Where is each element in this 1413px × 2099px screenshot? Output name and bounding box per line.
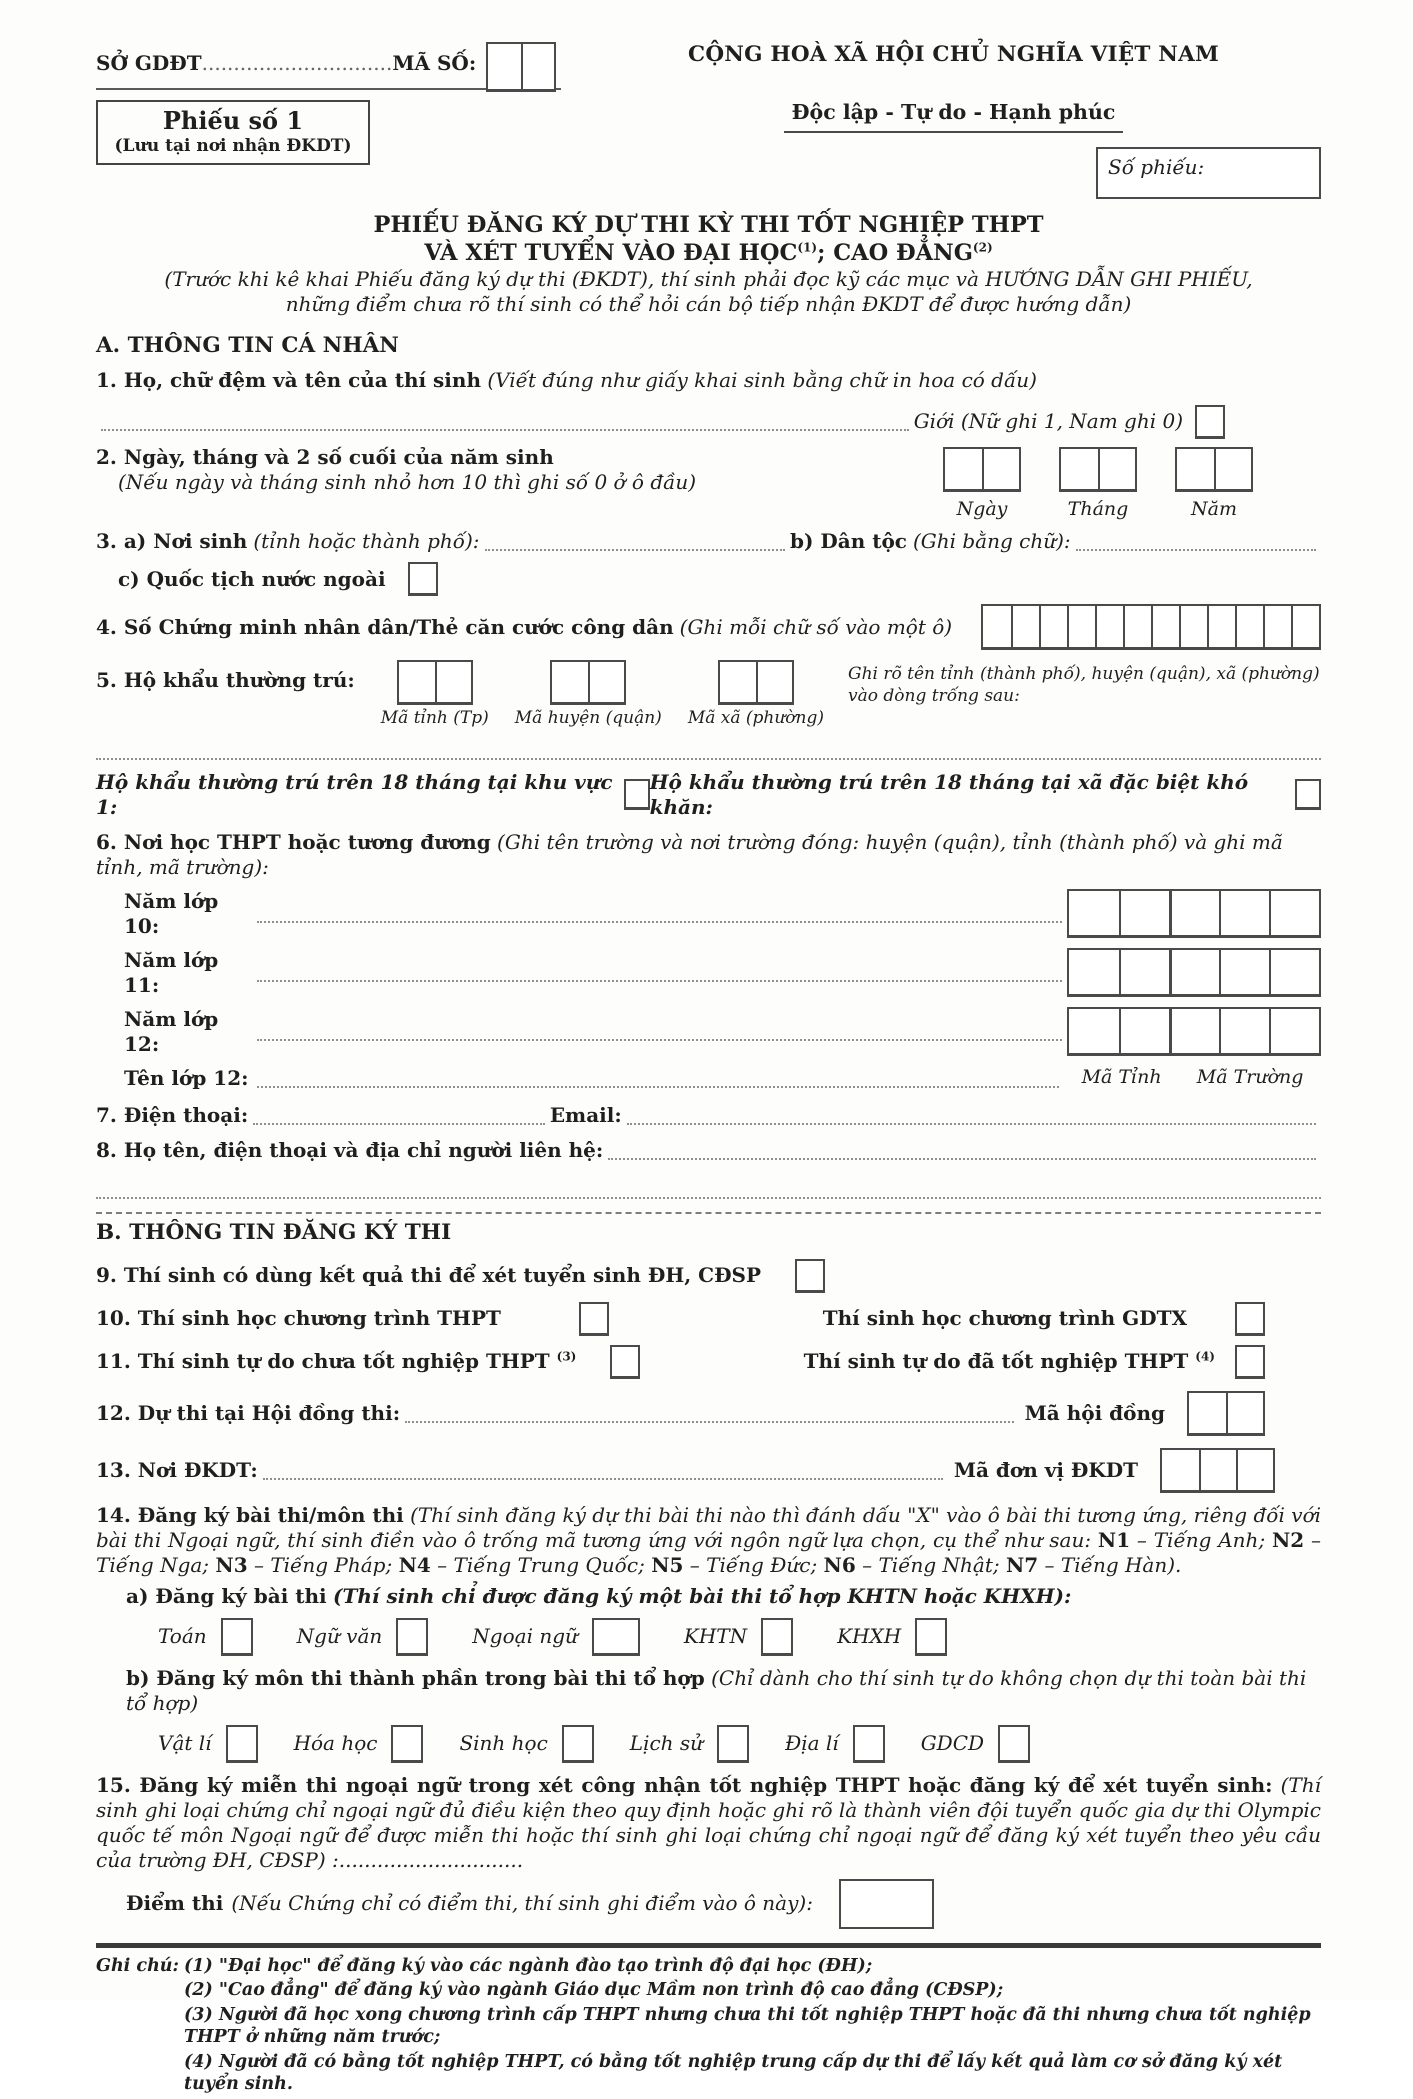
item11-right-label: Thí sinh tự do đã tốt nghiệp THPT $^{(4)}$	[803, 1349, 1215, 1373]
digit-cell[interactable]	[1219, 1009, 1269, 1053]
item11-row	[96, 1345, 1321, 1379]
item7	[96, 1103, 1321, 1128]
digit-cell[interactable]	[1214, 449, 1251, 489]
sheet-number-badge	[96, 100, 370, 165]
council-input-line[interactable]	[405, 1404, 1014, 1423]
toan-checkbox[interactable]	[221, 1618, 253, 1656]
digit-cell[interactable]	[1189, 1393, 1226, 1433]
digit-cell[interactable]	[1119, 1009, 1169, 1053]
footnote-ref-4: (4)	[1195, 1349, 1215, 1364]
council-code-box[interactable]	[1187, 1391, 1265, 1436]
hardship-checkbox[interactable]	[1295, 779, 1321, 810]
item14-note: (Thí sinh đăng ký dự thi bài thi nào thì đánh dấu "X" vào ô bài thi tương ứng, riêng đối với bài thi Ngoại ngữ, thí sinh điền vào ô trống mã tương ứng với ngôn ngữ lựa chọn, cụ thể như sau: N1 – Tiếng Anh; N2 – Tiếng Nga; N3 – Tiếng Pháp; N4 – Tiếng Trung Quốc; N5 – Tiếng Đức; N6 – Tiếng Nhật; N7 – Tiếng Hàn).	[96, 1502, 1322, 1577]
item6-label: 6. Nơi học THPT hoặc tương đương	[96, 829, 491, 854]
item12-row	[96, 1391, 1321, 1436]
item15-paragraph	[96, 1773, 1321, 1873]
subject-lich-su: Lịch sử	[630, 1725, 749, 1763]
grade10-row	[96, 889, 1321, 939]
item10-left-label: 10. Thí sinh học chương trình THPT	[96, 1306, 501, 1330]
digit-cell[interactable]	[945, 449, 982, 489]
gender-checkbox[interactable]	[1195, 405, 1225, 439]
digit-cell[interactable]	[1177, 449, 1214, 489]
digit-cell[interactable]	[1119, 891, 1169, 935]
foreign-nationality-checkbox[interactable]	[408, 562, 438, 596]
item14a	[126, 1584, 1321, 1609]
footnote-ref-1: (1)	[797, 240, 818, 255]
subject-gdcd: GDCD	[921, 1725, 1030, 1763]
province-code-label: Mã tỉnh (Tp)	[380, 708, 489, 729]
item3b-label: b) Dân tộc	[789, 529, 907, 554]
item3a-label: 3. a) Nơi sinh	[96, 529, 248, 554]
item15-label: 15. Đăng ký miễn thi ngoại ngữ trong xét công nhận tốt nghiệp THPT hoặc đăng ký để xét tuyển sinh:	[96, 1772, 1273, 1797]
item6	[96, 830, 1321, 1091]
digit-cell[interactable]	[1269, 891, 1319, 935]
doe-dotted-line[interactable]: ..............................	[201, 50, 393, 75]
grade11-label: Năm lớp 11:	[124, 947, 219, 997]
footnote-1: (1) "Đại học" để đăng ký vào các ngành đào tạo trình độ đại học (ĐH);	[184, 1955, 873, 1976]
grade10-input-line[interactable]	[257, 904, 1062, 923]
digit-cell[interactable]	[521, 44, 554, 89]
item1-label: 1. Họ, chữ đệm và tên của thí sinh	[96, 367, 481, 392]
score-input-box[interactable]	[839, 1879, 934, 1929]
digit-cell[interactable]	[1169, 950, 1219, 994]
national-title: CỘNG HOÀ XÃ HỘI CHỦ NGHĨA VIỆT NAM	[688, 42, 1219, 67]
khtn-checkbox[interactable]	[761, 1618, 793, 1656]
thpt-program-checkbox[interactable]	[579, 1302, 609, 1336]
fullname-input-line[interactable]	[101, 412, 909, 431]
bottom-divider	[96, 1943, 1321, 1948]
footnote-ref-2: (2)	[972, 240, 993, 255]
hardship-label: Hộ khẩu thường trú trên 18 tháng tại xã đặc biệt khó khăn:	[649, 769, 1249, 819]
exam-subjects-row	[158, 1618, 1321, 1656]
item6-note: (Ghi tên trường và nơi trường đóng: huyện (quận), tỉnh (thành phố) và ghi mã tỉnh, mã trường):	[96, 829, 1283, 879]
item3	[96, 529, 1321, 596]
national-motto: Độc lập - Tự do - Hạnh phúc	[784, 98, 1124, 133]
gender-label: Giới (Nữ ghi 1, Nam ghi 0)	[913, 409, 1183, 434]
zone1-checkbox[interactable]	[624, 779, 650, 810]
item10-row	[96, 1302, 1321, 1336]
digit-cell[interactable]	[1123, 606, 1151, 647]
digit-cell[interactable]	[399, 662, 435, 702]
ngu-van-checkbox[interactable]	[396, 1618, 428, 1656]
form-title-line1: PHIẾU ĐĂNG KÝ DỰ THI KỲ THI TỐT NGHIỆP THPT	[373, 211, 1044, 238]
item1-note: (Viết đúng như giấy khai sinh bằng chữ in hoa có dấu)	[487, 367, 1037, 392]
item3c-label: c) Quốc tịch nước ngoài	[118, 566, 386, 591]
score-row	[126, 1879, 1321, 1929]
digit-cell[interactable]	[1291, 606, 1319, 647]
commune-code-group	[688, 660, 824, 729]
item4-label: 4. Số Chứng minh nhân dân/Thẻ căn cước công dân	[96, 614, 674, 639]
subject-toan: Toán	[158, 1618, 253, 1656]
item13-label: 13. Nơi ĐKDT:	[96, 1457, 258, 1482]
form-header	[96, 42, 1321, 199]
digit-cell[interactable]	[488, 44, 521, 89]
item5	[96, 660, 1321, 729]
digit-cell[interactable]	[1119, 950, 1169, 994]
doe-code-row	[96, 42, 561, 90]
sheet-number-subtitle: (Lưu tại nơi nhận ĐKDT)	[114, 136, 352, 156]
digit-cell[interactable]	[1069, 950, 1119, 994]
score-label: Điểm thi	[126, 1891, 224, 1915]
grade11-input-line[interactable]	[257, 963, 1062, 982]
ma-so-label: MÃ SỐ:	[392, 50, 477, 75]
grade12-label: Năm lớp 12:	[124, 1006, 219, 1056]
residency-flags-row	[96, 770, 1321, 820]
section-a-heading: A. THÔNG TIN CÁ NHÂN	[96, 332, 399, 358]
birthplace-input-line[interactable]	[485, 532, 785, 551]
school-code-labels	[1064, 1066, 1321, 1090]
footnote-4: (4) Người đã có bằng tốt nghiệp THPT, có bằng tốt nghiệp trung cấp dự thi để lấy kết quả làm cơ sở đăng ký xét tuyển sinh.	[184, 2052, 1283, 2094]
province-code-col-label: Mã Tỉnh	[1081, 1066, 1162, 1089]
subject-sinh-hoc: Sinh học	[459, 1725, 593, 1763]
grade11-row	[96, 948, 1321, 998]
item4	[96, 604, 1321, 650]
district-code-box[interactable]	[550, 660, 626, 705]
council-code-label: Mã hội đồng	[1024, 1400, 1165, 1425]
digit-cell[interactable]	[1069, 891, 1119, 935]
dia-li-checkbox[interactable]	[853, 1725, 885, 1763]
digit-cell[interactable]	[1207, 606, 1235, 647]
footnotes-label: Ghi chú:	[96, 1955, 179, 1976]
digit-cell[interactable]	[1098, 449, 1135, 489]
form-instruction-line2: những điểm chưa rõ thí sinh có thể hỏi cán bộ tiếp nhận ĐKDT để được hướng dẫn)	[285, 291, 1132, 316]
use-result-checkbox[interactable]	[795, 1259, 825, 1293]
month-box[interactable]	[1059, 447, 1137, 492]
section-b-heading: B. THÔNG TIN ĐĂNG KÝ THI	[96, 1219, 452, 1245]
item3a-note: (tỉnh hoặc thành phố):	[253, 529, 480, 554]
item14-label: 14. Đăng ký bài thi/môn thi	[96, 1502, 404, 1527]
header-left	[96, 42, 586, 199]
digit-cell[interactable]	[756, 662, 792, 702]
district-code-group	[515, 660, 662, 729]
item10-right-label: Thí sinh học chương trình GDTX	[822, 1306, 1187, 1330]
year-group	[1175, 447, 1253, 522]
gdtx-program-checkbox[interactable]	[1235, 1302, 1265, 1336]
digit-cell[interactable]	[435, 662, 471, 702]
digit-cell[interactable]	[588, 662, 624, 702]
khxh-checkbox[interactable]	[915, 1618, 947, 1656]
digit-cell[interactable]	[1039, 606, 1067, 647]
doe-label: SỞ GDĐT	[96, 50, 202, 75]
phone-input-line[interactable]	[253, 1106, 545, 1125]
grade12-code-box[interactable]	[1067, 1007, 1321, 1056]
item12-label: 12. Dự thi tại Hội đồng thi:	[96, 1400, 401, 1425]
zone1-label: Hộ khẩu thường trú trên 18 tháng tại khu vực 1:	[96, 769, 613, 819]
digit-cell[interactable]	[1226, 1393, 1263, 1433]
email-input-line[interactable]	[627, 1106, 1316, 1125]
item5-label: 5. Hộ khẩu thường trú:	[96, 668, 355, 693]
item5-note: Ghi rõ tên tỉnh (thành phố), huyện (quận), xã (phường) vào dòng trống sau:	[848, 664, 1320, 706]
commune-code-box[interactable]	[718, 660, 794, 705]
month-group	[1059, 447, 1137, 522]
subject-vat-li: Vật lí	[158, 1725, 258, 1763]
digit-cell[interactable]	[720, 662, 756, 702]
dkdt-code-box[interactable]	[1160, 1448, 1275, 1493]
year-box[interactable]	[1175, 447, 1253, 492]
free-candidate-grad-checkbox[interactable]	[1235, 1345, 1265, 1379]
so-phieu-box[interactable]: Số phiếu:	[1096, 147, 1321, 199]
district-code-label: Mã huyện (quận)	[514, 708, 662, 729]
digit-cell[interactable]	[1219, 950, 1269, 994]
residence-input-line[interactable]	[96, 736, 1321, 760]
digit-cell[interactable]	[1067, 606, 1095, 647]
item7-label: 7. Điện thoại:	[96, 1102, 249, 1127]
item2-note: (Nếu ngày và tháng sinh nhỏ hơn 10 thì ghi số 0 ở ô đầu)	[118, 469, 697, 494]
item14a-label: a) Đăng ký bài thi	[126, 1583, 327, 1608]
id-number-box[interactable]	[981, 604, 1321, 650]
form-instruction-line1: (Trước khi kê khai Phiếu đăng ký dự thi (ĐKDT), thí sinh phải đọc kỹ các mục và HƯỚNG DẪN GHI PHIẾU,	[164, 266, 1253, 291]
free-candidate-not-grad-checkbox[interactable]	[610, 1345, 640, 1379]
grade10-code-box[interactable]	[1067, 889, 1321, 938]
footnotes	[96, 1956, 1321, 2099]
section-divider	[96, 1212, 1321, 1214]
item2	[96, 445, 1321, 522]
digit-cell[interactable]	[1219, 891, 1269, 935]
digit-cell[interactable]	[1169, 891, 1219, 935]
digit-cell[interactable]	[1061, 449, 1098, 489]
item14b-label: b) Đăng ký môn thi thành phần trong bài thi tổ hợp	[126, 1665, 705, 1690]
digit-cell[interactable]	[1269, 950, 1319, 994]
item9-row	[96, 1259, 1321, 1293]
grade11-code-box[interactable]	[1067, 948, 1321, 997]
subject-khtn: KHTN	[684, 1618, 793, 1656]
school-code-col-label: Mã Trường	[1196, 1066, 1304, 1089]
contact-input-line[interactable]	[608, 1141, 1316, 1160]
dkdt-input-line[interactable]	[263, 1461, 943, 1480]
province-code-box[interactable]	[397, 660, 473, 705]
item14a-note: (Thí sinh chỉ được đăng ký một bài thi tổ hợp KHTN hoặc KHXH):	[333, 1583, 1072, 1608]
vat-li-checkbox[interactable]	[226, 1725, 258, 1763]
item14-paragraph	[96, 1503, 1321, 1578]
digit-cell[interactable]	[1179, 606, 1207, 647]
digit-cell[interactable]	[1162, 1450, 1199, 1490]
item13-row	[96, 1448, 1321, 1493]
month-label: Tháng	[1067, 497, 1129, 520]
item2-label: 2. Ngày, tháng và 2 số cuối của năm sinh	[96, 444, 554, 469]
dkdt-code-label: Mã đơn vị ĐKDT	[953, 1457, 1138, 1482]
item1	[96, 368, 1321, 439]
contact-input-line2[interactable]	[96, 1175, 1321, 1199]
subject-khxh: KHXH	[837, 1618, 947, 1656]
item9-label: 9. Thí sinh có dùng kết quả thi để xét tuyển sinh ĐH, CĐSP	[96, 1263, 762, 1287]
component-subjects-row	[158, 1725, 1321, 1763]
hoa-hoc-checkbox[interactable]	[391, 1725, 423, 1763]
subject-ngoai-ngu: Ngoại ngữ	[472, 1618, 640, 1656]
grade12-input-line[interactable]	[257, 1022, 1062, 1041]
digit-cell[interactable]	[552, 662, 588, 702]
sinh-hoc-checkbox[interactable]	[562, 1725, 594, 1763]
item11-left-label: 11. Thí sinh tự do chưa tốt nghiệp THPT $^{(3)}$	[96, 1349, 577, 1373]
subject-hoa-hoc: Hóa học	[294, 1725, 424, 1763]
digit-cell[interactable]	[1235, 606, 1263, 647]
footnote-ref-3: (3)	[556, 1349, 577, 1364]
province-code-group	[381, 660, 489, 729]
day-box[interactable]	[943, 447, 1021, 492]
class12-label: Tên lớp 12:	[124, 1065, 249, 1090]
subject-ngu-van: Ngữ văn	[297, 1618, 429, 1656]
item8-label: 8. Họ tên, điện thoại và địa chỉ người liên hệ:	[96, 1137, 604, 1162]
item4-note: (Ghi mỗi chữ số vào một ô)	[679, 614, 953, 639]
sheet-number-title: Phiếu số 1	[162, 106, 304, 135]
form-title-line2: VÀ XÉT TUYỂN VÀO ĐẠI HỌC$^{(1)}$; CAO ĐẲNG$^{(2)}$	[424, 239, 993, 266]
grade10-label: Năm lớp 10:	[124, 888, 219, 938]
footnote-3: (3) Người đã học xong chương trình cấp THPT nhưng chưa thi tốt nghiệp THPT hoặc đã thi nhưng chưa tốt nghiệp THPT ở những năm trước;	[184, 2005, 1311, 2048]
gdcd-checkbox[interactable]	[998, 1725, 1030, 1763]
digit-cell[interactable]	[1236, 1450, 1273, 1490]
day-label: Ngày	[956, 497, 1008, 520]
email-label: Email:	[549, 1102, 622, 1127]
grade12-row	[96, 1007, 1321, 1057]
digit-cell[interactable]	[1263, 606, 1291, 647]
digit-cell[interactable]	[1011, 606, 1039, 647]
subject-dia-li: Địa lí	[785, 1725, 885, 1763]
item15-note: (Thí sinh ghi loại chứng chỉ ngoại ngữ đủ điều kiện theo quy định hoặc ghi rõ là thành viên đội tuyển quốc gia dự thi Olympic quốc tế môn Ngoại ngữ để được miễn thi hoặc thí sinh ghi loại chứng chỉ ngoại ngữ để đăng ký xét tuyển theo yêu cầu của trường ĐH, CĐSP) :.............................	[96, 1772, 1322, 1872]
footnote-2: (2) "Cao đẳng" để đăng ký vào ngành Giáo dục Mầm non trình độ cao đẳng (CĐSP);	[184, 1980, 1004, 2001]
digit-cell[interactable]	[1269, 1009, 1319, 1053]
class12-input-line[interactable]	[257, 1069, 1059, 1088]
digit-cell[interactable]	[1169, 1009, 1219, 1053]
score-note: (Nếu Chứng chỉ có điểm thi, thí sinh ghi điểm vào ô này):	[231, 1891, 813, 1915]
day-group	[943, 447, 1021, 522]
lich-su-checkbox[interactable]	[717, 1725, 749, 1763]
digit-cell[interactable]	[1069, 1009, 1119, 1053]
ngoai-ngu-codebox[interactable]	[592, 1618, 640, 1656]
item14b	[126, 1666, 1321, 1716]
digit-cell[interactable]	[1151, 606, 1179, 647]
item14b-note: (Chỉ dành cho thí sinh tự do không chọn dự thi toàn bài thi tổ hợp)	[126, 1665, 1307, 1715]
commune-code-label: Mã xã (phường)	[687, 708, 824, 729]
item8	[96, 1138, 1321, 1163]
header-right	[586, 42, 1321, 199]
item3b-note: (Ghi bằng chữ):	[912, 529, 1071, 554]
digit-cell[interactable]	[1199, 1450, 1236, 1490]
ma-so-box[interactable]	[486, 42, 556, 92]
year-label: Năm	[1191, 497, 1237, 520]
ethnicity-input-line[interactable]	[1076, 532, 1316, 551]
digit-cell[interactable]	[1095, 606, 1123, 647]
class12-row	[96, 1066, 1321, 1091]
birthdate-boxes	[943, 447, 1253, 522]
digit-cell[interactable]	[982, 449, 1019, 489]
digit-cell[interactable]	[983, 606, 1011, 647]
